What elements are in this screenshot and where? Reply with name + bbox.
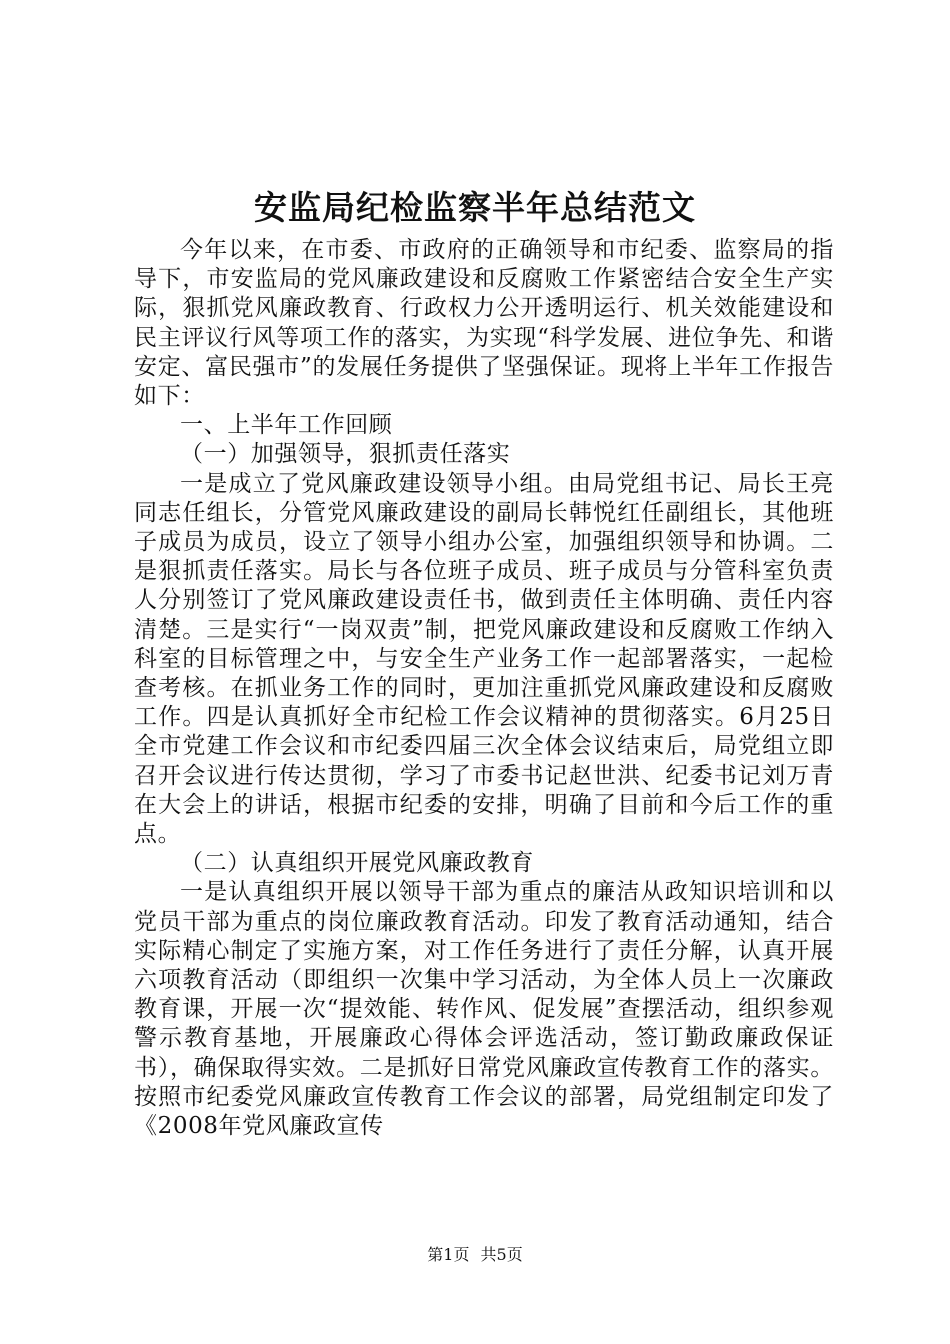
body-paragraph-1: 一是成立了党风廉政建设领导小组。由局党组书记、局长王亮同志任组长，分管党风廉政建设的副局长韩悦红任副组长，其他班子成员为成员，设立了领导小组办公室，加强组织领导和协调。二是狠抓责任落实。局长与各位班子成员、班子成员与分管科室负责人分别签订了党风廉政建设责任书，做到责任主体明确、责任内容清楚。三是实行“一岗双责”制，把党风廉政建设和反腐败工作纳入科室的目标管理之中，与安全生产业务工作一起部署落实，一起检查考核。在抓业务工作的同时，更加注重抓党风廉政建设和反腐败工作。四是认真抓好全市纪检工作会议精神的贯彻落实。6月25日全市党建工作会议和市纪委四届三次全体会议结束后，局党组立即召开会议进行传达贯彻，学习了市委书记赵世洪、纪委书记刘万青在大会上的讲话，根据市纪委的安排，明确了目前和今后工作的重点。 <box>134 470 834 848</box>
subsection-heading-1: （一）加强领导，狠抓责任落实 <box>180 441 511 468</box>
section-heading: 一、上半年工作回顾 <box>180 412 393 439</box>
body-paragraph-2: 一是认真组织开展以领导干部为重点的廉洁从政知识培训和以党员干部为重点的岗位廉政教育活动。印发了教育活动通知，结合实际精心制定了实施方案，对工作任务进行了责任分解，认真开展六项教育活动（即组织一次集中学习活动，为全体人员上一次廉政教育课，开展一次“提效能、转作风、促发展”查摆活动，组织参观警示教育基地，开展廉政心得体会评选活动，签订勤政廉政保证书），确保取得实效。二是抓好日常党风廉政宣传教育工作的落实。按照市纪委党风廉政宣传教育工作会议的部署，局党组制定印发了《2008年党风廉政宣传 <box>134 879 834 1140</box>
page-number: 第1页 <box>427 1245 470 1264</box>
page-total: 共5页 <box>480 1245 523 1264</box>
subsection-heading-2: （二）认真组织开展党风廉政教育 <box>180 850 534 877</box>
document-body <box>134 236 834 1141</box>
intro-paragraph: 今年以来，在市委、市政府的正确领导和市纪委、监察局的指导下，市安监局的党风廉政建设和反腐败工作紧密结合安全生产实际，狠抓党风廉政教育、行政权力公开透明运行、机关效能建设和民主评议行风等项工作的落实，为实现“科学发展、进位争先、和谐安定、富民强市”的发展任务提供了坚强保证。现将上半年工作报告如下： <box>134 237 834 410</box>
document-title: 安监局纪检监察半年总结范文 <box>254 188 696 227</box>
page-footer <box>0 1245 950 1265</box>
